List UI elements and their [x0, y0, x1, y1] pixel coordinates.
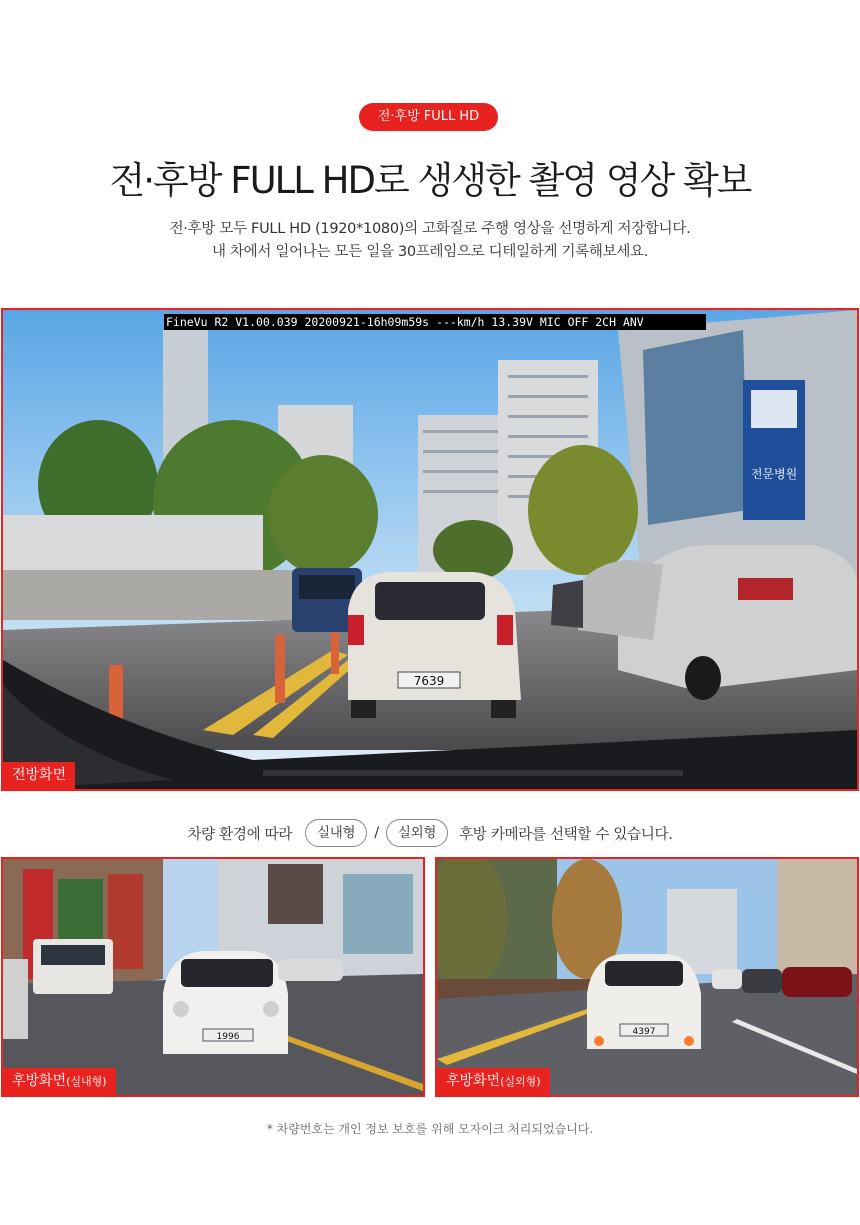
- feature-badge: 전·후방 FULL HD: [359, 103, 498, 131]
- rear-indoor-plate: 1996: [216, 1032, 240, 1042]
- camera-select-row: [0, 818, 860, 848]
- rear-indoor-label-sub: (실내형): [66, 1075, 107, 1088]
- page-title: 전·후방 FULL HD로 생생한 촬영 영상 확보: [109, 159, 751, 202]
- front-scene: [3, 310, 857, 789]
- rear-indoor-label-main: 후방화면: [12, 1073, 67, 1089]
- option-separator: /: [374, 825, 379, 841]
- description: [0, 218, 860, 264]
- front-car-plate: 7639: [413, 674, 445, 688]
- rear-outdoor-label-sub: (실외형): [500, 1075, 541, 1088]
- rear-outdoor-scene: [437, 859, 857, 1095]
- rear-outdoor-label-main: 후방화면: [446, 1073, 501, 1089]
- indoor-option[interactable]: 실내형: [305, 819, 367, 847]
- description-line-1: 전·후방 모두 FULL HD (1920*1080)의 고화질로 주행 영상을 선명하게 저장합니다.: [169, 221, 691, 237]
- dashcam-osd: FineVu R2 V1.00.039 20200921-16h09m59s ---km/h 13.39V MIC OFF 2CH ANV: [164, 314, 706, 330]
- privacy-footnote: * 차량번호는 개인 정보 보호를 위해 모자이크 처리되었습니다.: [266, 1122, 594, 1136]
- outdoor-option[interactable]: 실외형: [386, 819, 448, 847]
- front-camera-image: [1, 308, 859, 791]
- description-line-2: 내 차에서 일어나는 모든 일을 30프레임으로 디테일하게 기록해보세요.: [211, 244, 649, 260]
- rear-outdoor-plate: 4397: [632, 1027, 656, 1037]
- front-view-label: 전방화면: [3, 762, 75, 789]
- camera-select-suffix: 후방 카메라를 선택할 수 있습니다.: [459, 826, 673, 843]
- rear-indoor-label: [3, 1068, 116, 1095]
- rear-indoor-scene: [3, 859, 423, 1095]
- rear-indoor-camera-image: [1, 857, 425, 1097]
- rear-outdoor-camera-image: [435, 857, 859, 1097]
- hospital-sign: 전문병원: [750, 467, 798, 481]
- rear-outdoor-label: [437, 1068, 550, 1095]
- camera-select-prefix: 차량 환경에 따라: [187, 826, 293, 843]
